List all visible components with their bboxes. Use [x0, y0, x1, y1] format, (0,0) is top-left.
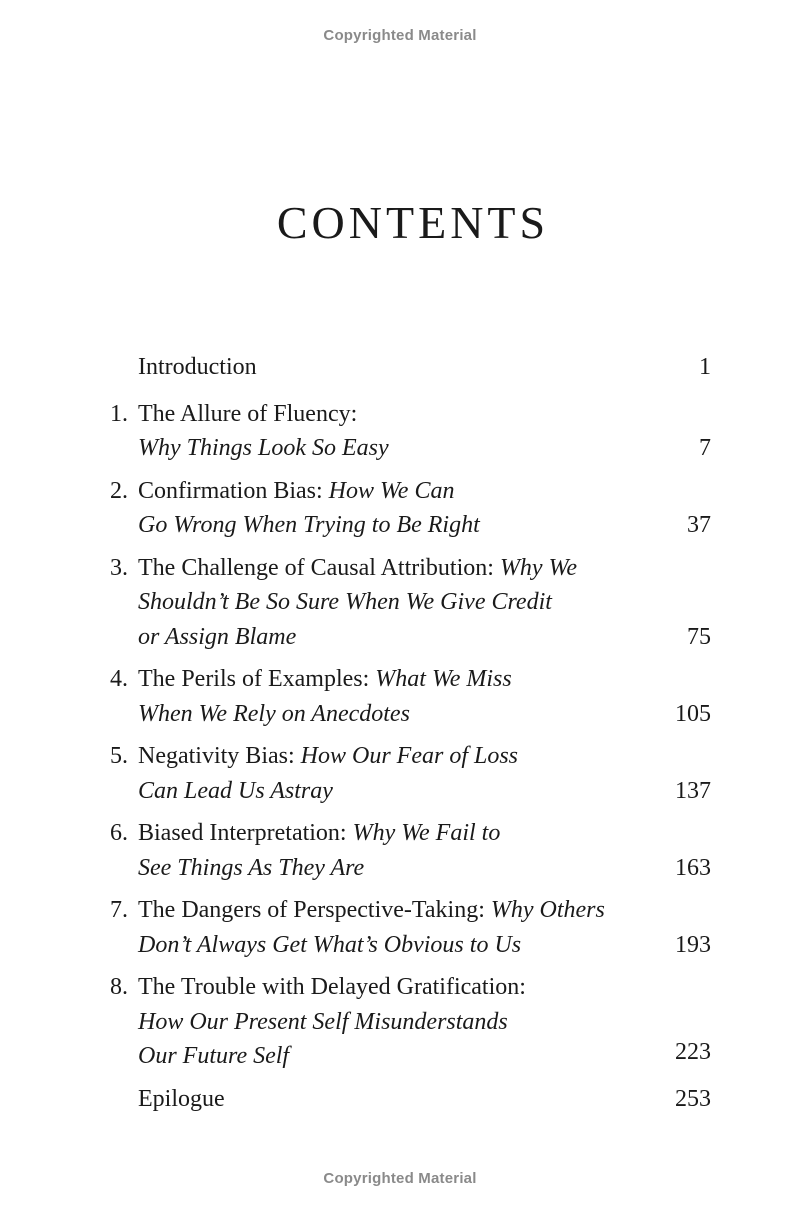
toc-entry-title: The Trouble with Delayed Gratification: [138, 974, 526, 1000]
toc-entry-subtitle: Why We Fail to [352, 820, 501, 846]
toc-entry-chapter-8[interactable] [110, 970, 711, 1074]
toc-chapter-number: 8. [110, 974, 128, 1000]
toc-chapter-number: 1. [110, 400, 128, 427]
toc-entry-subtitle: Our Future Self [138, 1043, 290, 1069]
toc-entry-title: The Perils of Examples: [138, 666, 370, 692]
toc-page-number: 163 [675, 854, 711, 881]
page-title: CONTENTS [276, 197, 550, 248]
toc-page-number: 137 [675, 777, 711, 804]
toc-entry-subtitle: How Our Present Self Misunderstands [138, 1008, 508, 1035]
toc-chapter-number: 7. [110, 897, 128, 923]
toc-entry-subtitle: Why We [499, 554, 578, 581]
toc-entry-chapter-6[interactable] [110, 816, 711, 885]
toc-entry-title: The Allure of Fluency: [138, 400, 358, 427]
toc-page-number: 1 [699, 354, 711, 380]
toc-entry-subtitle: Why Things Look So Easy [138, 435, 389, 461]
toc-chapter-number: 4. [110, 666, 128, 692]
toc-entry-subtitle: How Our Fear of Loss [300, 743, 519, 769]
toc-entry-chapter-4[interactable] [110, 662, 711, 731]
toc-page-number: 37 [687, 512, 711, 538]
copyright-watermark-top: Copyrighted Material [323, 27, 477, 44]
toc-page-number: 193 [675, 931, 711, 958]
toc-entry-chapter-1[interactable] [110, 397, 711, 466]
toc-entry-title: Negativity Bias: [138, 743, 295, 769]
toc-entry-subtitle: Go Wrong When Trying to Be Right [138, 512, 480, 538]
toc-entry-subtitle: What We Miss [375, 666, 512, 692]
toc-page-number: 253 [675, 1085, 711, 1112]
toc-entry-subtitle: Shouldn’t Be So Sure When We Give Credit [138, 589, 552, 615]
toc-entry-title: Confirmation Bias: [138, 477, 323, 504]
toc-entry-subtitle: See Things As They Are [138, 854, 365, 881]
toc-entry-subtitle: Why Others [490, 897, 605, 923]
toc-entry-subtitle: Don’t Always Get What’s Obvious to Us [138, 931, 522, 958]
toc-entry-introduction[interactable] [110, 350, 711, 385]
toc-entry-title: The Challenge of Causal Attribution: [138, 554, 494, 581]
toc-entry-chapter-3[interactable] [110, 551, 711, 655]
toc-chapter-number: 5. [110, 743, 128, 769]
toc-page-number: 105 [675, 700, 711, 727]
toc-page-number: 223 [675, 1039, 711, 1065]
toc-entry-chapter-7[interactable] [110, 893, 711, 962]
copyright-watermark-bottom: Copyrighted Material [323, 1170, 477, 1187]
toc-page-number: 75 [687, 623, 711, 650]
toc-entry-title: The Dangers of Perspective-Taking: [138, 897, 485, 923]
toc-chapter-number: 3. [110, 554, 128, 581]
toc-entry-chapter-5[interactable] [110, 739, 711, 808]
toc-entry-subtitle: How We Can [328, 477, 455, 504]
toc-entry-subtitle: When We Rely on Anecdotes [138, 700, 410, 727]
toc-page-number: 7 [699, 435, 711, 461]
toc-chapter-number: 6. [110, 820, 128, 846]
toc-entry-chapter-2[interactable] [110, 474, 711, 543]
toc-entry-epilogue[interactable] [110, 1082, 711, 1117]
table-of-contents [110, 350, 711, 1116]
toc-entry-title: Introduction [138, 354, 257, 380]
toc-entry-title: Epilogue [138, 1085, 225, 1112]
toc-entry-title: Biased Interpretation: [138, 820, 347, 846]
toc-entry-subtitle: or Assign Blame [138, 623, 297, 650]
toc-entry-subtitle: Can Lead Us Astray [138, 777, 333, 804]
toc-chapter-number: 2. [110, 477, 128, 504]
